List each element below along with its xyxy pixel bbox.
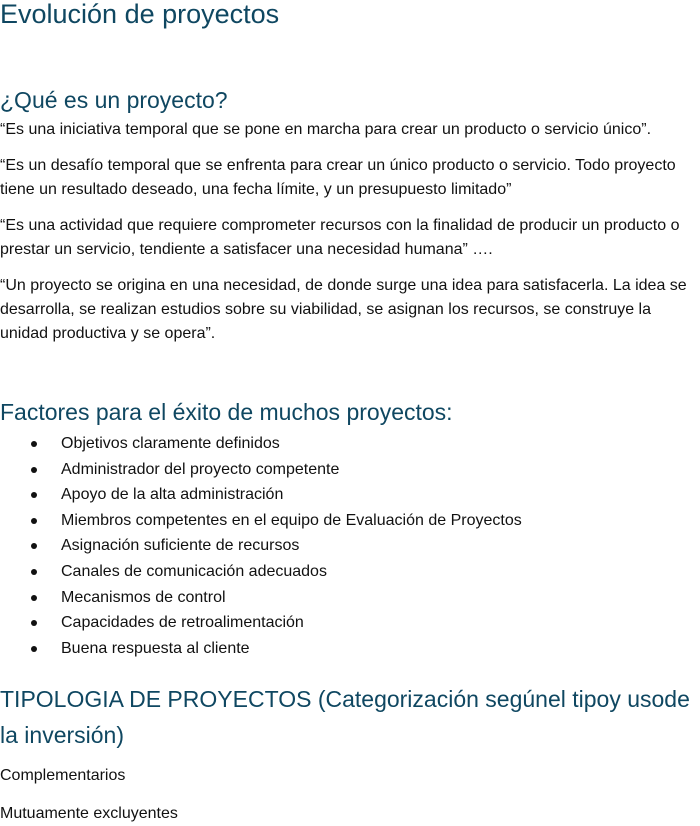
- list-item: [0, 533, 700, 559]
- list-item-text: Objetivos claramente definidos: [61, 435, 280, 452]
- bullet-icon: [31, 646, 37, 652]
- section-heading-what-is-a-project: ¿Qué es un proyecto?: [0, 87, 228, 113]
- list-item: [0, 610, 700, 636]
- definition-paragraph-1: “Es una iniciativa temporal que se pone en marcha para crear un producto o servicio único”.: [0, 121, 652, 138]
- list-item: [0, 508, 700, 534]
- typology-item-mutually-exclusive: Mutuamente excluyentes: [0, 805, 178, 822]
- definition-paragraph-4: “Un proyecto se origina en una necesidad, de donde surge una idea para satisfacerla. La idea se desarrolla, se realizan estudios sobre su viabilidad, se asignan los recursos, se construye la unidad productiva y se opera”.: [0, 277, 687, 342]
- bullet-icon: [31, 492, 37, 498]
- list-item-text: Administrador del proyecto competente: [61, 460, 340, 478]
- bullet-icon: [31, 467, 37, 473]
- list-item-text: Mecanismos de control: [61, 588, 226, 606]
- section-what-is-a-project: [0, 84, 700, 358]
- list-item-text: Miembros competentes en el equipo de Evaluación de Proyectos: [61, 511, 522, 529]
- bullet-icon: [31, 518, 37, 524]
- list-item-text: Capacidades de retroalimentación: [61, 614, 304, 632]
- section-project-typology: [0, 681, 700, 826]
- bullet-icon: [31, 441, 37, 447]
- bullet-icon: [31, 569, 37, 575]
- list-item-text: Canales de comunicación adecuados: [61, 562, 327, 580]
- document-title: Evolución de proyectos: [0, 0, 280, 29]
- bullet-icon: [31, 543, 37, 549]
- typology-item-complementary: Complementarios: [0, 767, 126, 784]
- list-item: [0, 636, 700, 662]
- list-item-text: Apoyo de la alta administración: [61, 486, 284, 504]
- bullet-icon: [31, 620, 37, 626]
- list-item: [0, 457, 700, 483]
- list-item: [0, 585, 700, 611]
- list-item-text: Asignación suficiente de recursos: [61, 537, 300, 555]
- list-item-text: Buena respuesta al cliente: [61, 639, 250, 657]
- section-success-factors: [0, 396, 700, 661]
- list-item: [0, 431, 700, 457]
- success-factors-list: [0, 431, 700, 661]
- list-item: [0, 559, 700, 585]
- definition-paragraph-3: “Es una actividad que requiere comprometer recursos con la finalidad de producir un producto o prestar un servicio, tendiente a satisfacer una necesidad humana” ….: [0, 217, 680, 258]
- section-heading-success-factors: Factores para el éxito de muchos proyectos:: [0, 399, 453, 425]
- definition-paragraph-2: “Es un desafío temporal que se enfrenta para crear un único producto o servicio. Todo proyecto tiene un resultado deseado, una fecha límite, y un presupuesto limitado”: [0, 157, 676, 198]
- section-heading-project-typology: TIPOLOGIA DE PROYECTOS (Categorización segúnel tipoy usode la inversión): [0, 686, 690, 748]
- bullet-icon: [31, 595, 37, 601]
- list-item: [0, 482, 700, 508]
